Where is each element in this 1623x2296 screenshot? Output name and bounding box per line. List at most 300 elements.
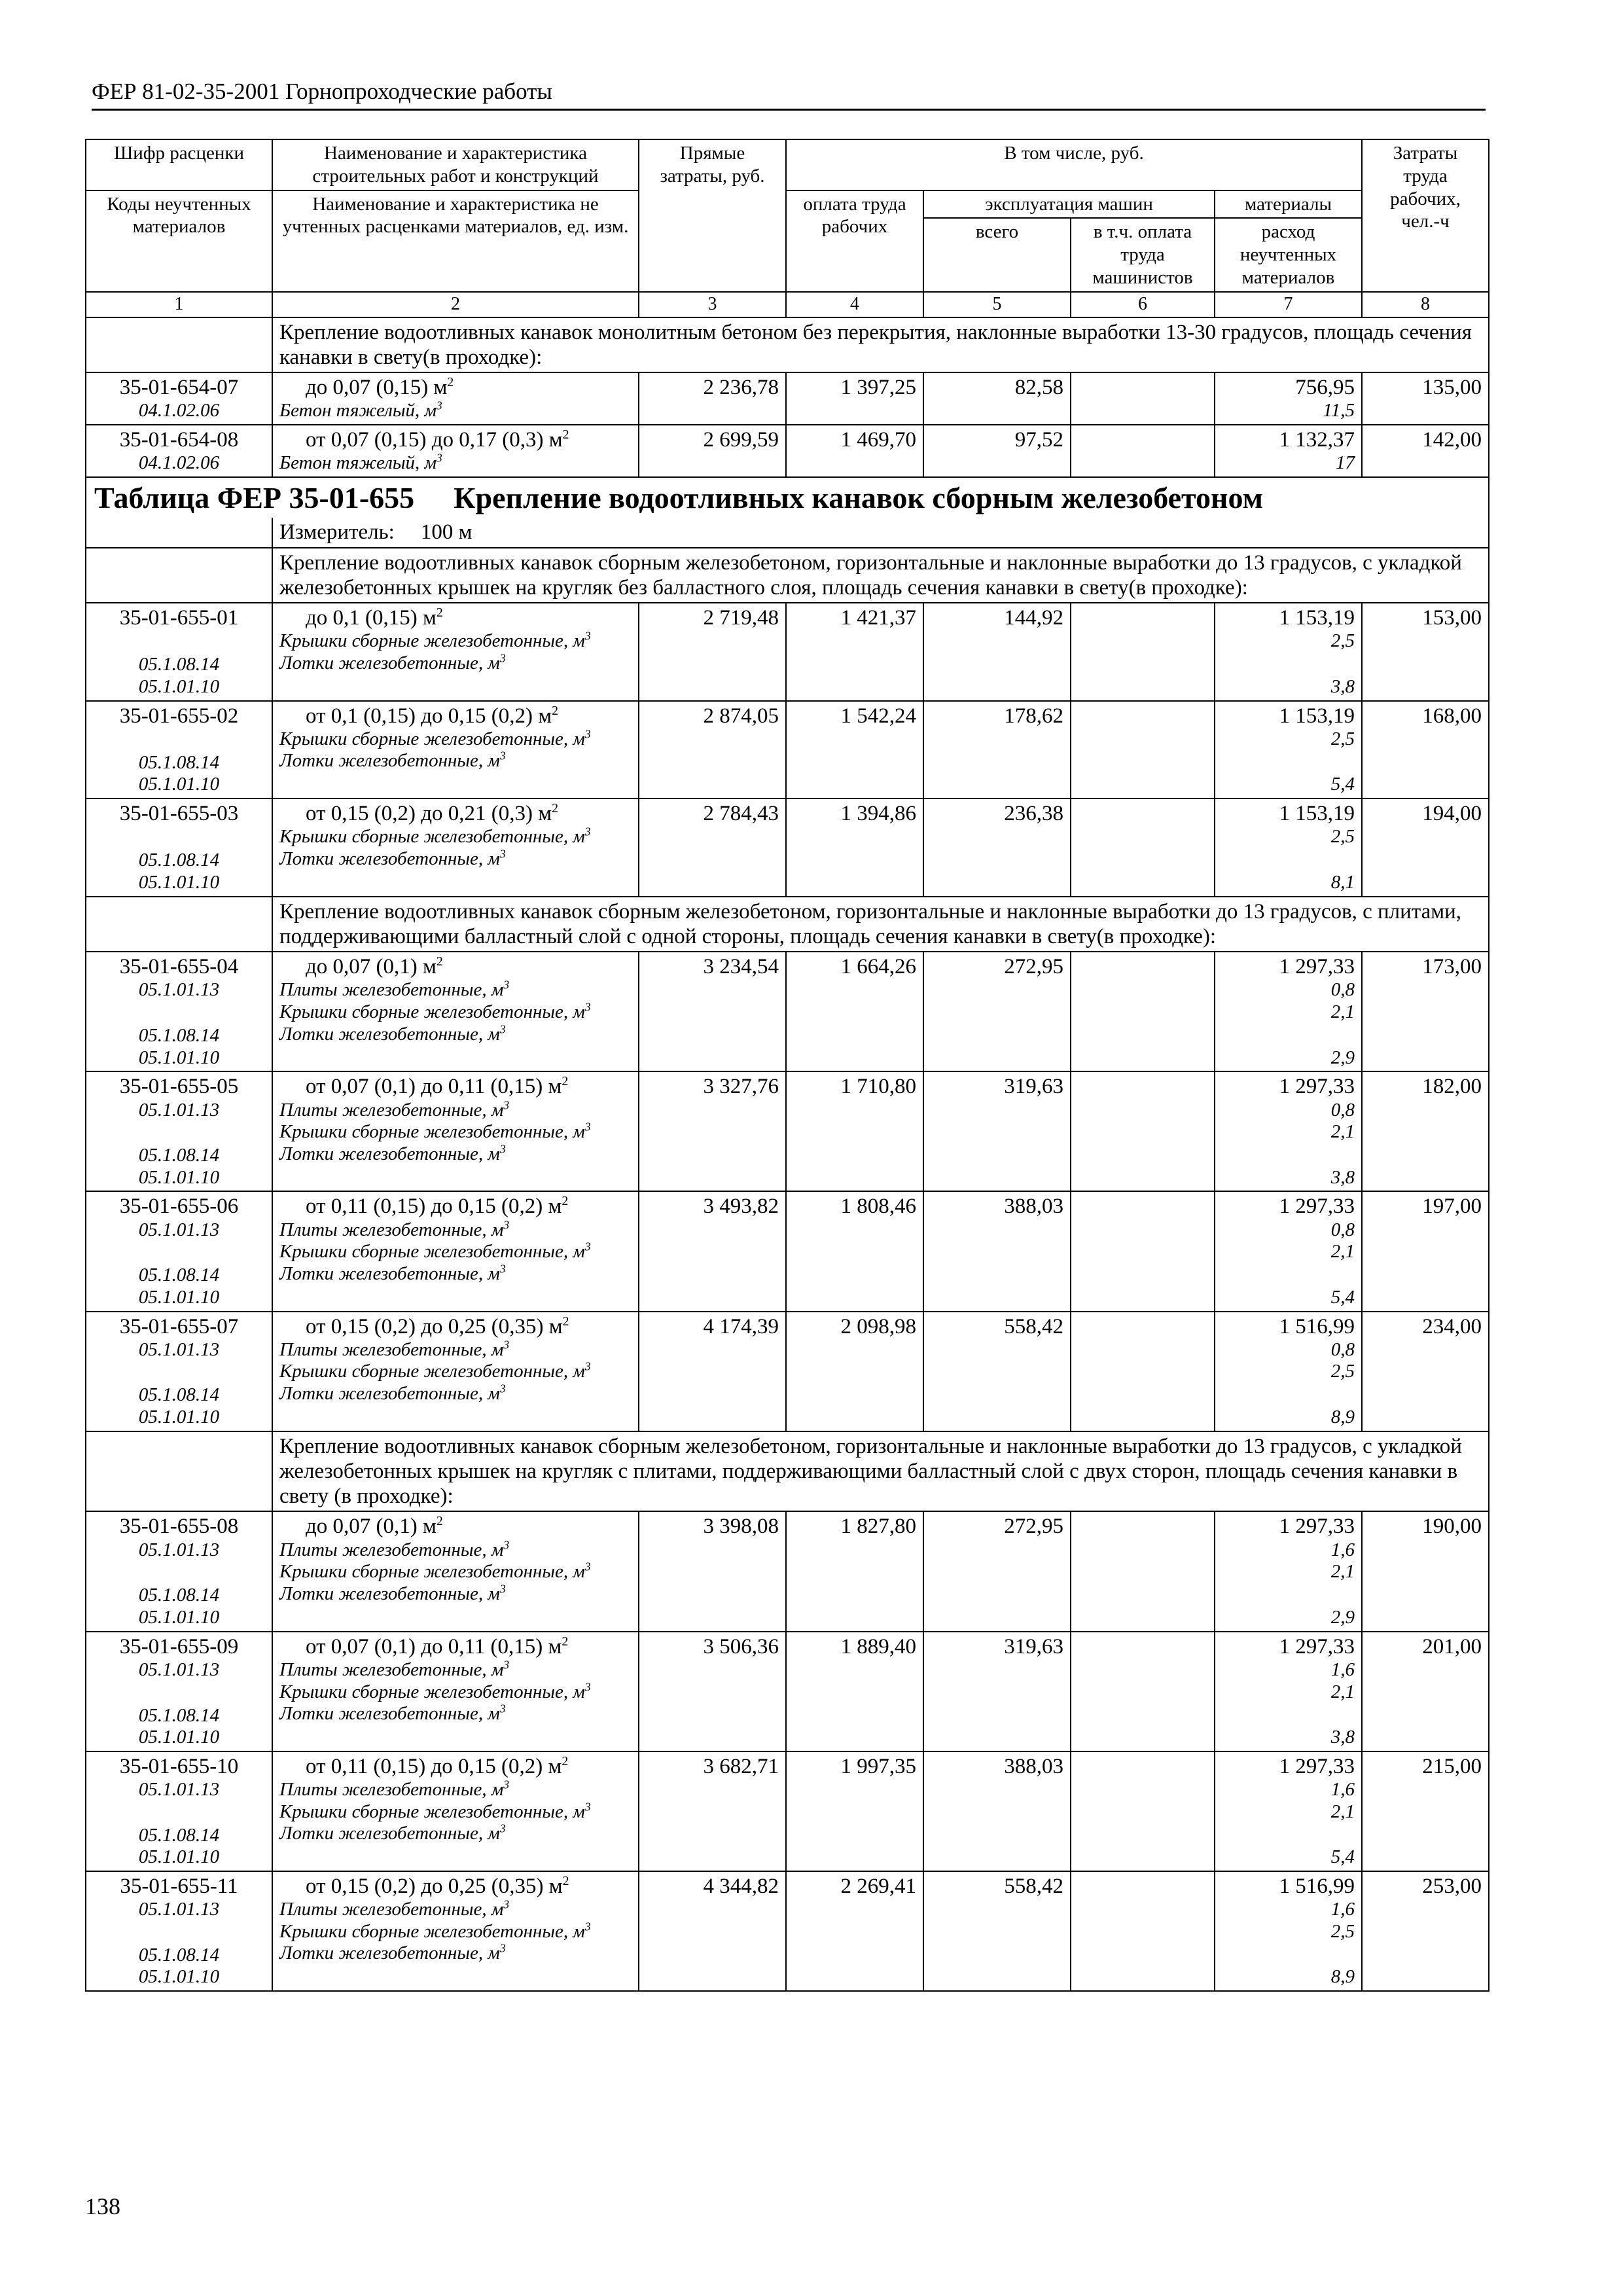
material-unit-sup: 3 <box>437 399 442 412</box>
material-name-text: Крышки сборные железобетонные, м <box>279 1801 585 1822</box>
machines-total: 144,92 <box>923 603 1071 701</box>
material-code: 05.1.01.13 <box>138 1659 220 1680</box>
rate-code-cell <box>86 1071 272 1191</box>
group-655-description-row <box>86 548 1489 603</box>
material-code: 05.1.08.14 <box>138 1025 220 1047</box>
machines-total: 558,42 <box>923 1871 1071 1991</box>
rate-name <box>279 375 632 400</box>
material-name <box>279 1943 632 1965</box>
material-code: 05.1.08.14 <box>138 654 220 675</box>
direct-cost: 4 174,39 <box>639 1312 786 1431</box>
col-num-8: 8 <box>1362 292 1489 317</box>
material-unit-sup: 3 <box>499 1702 506 1715</box>
rate-name-sup: 2 <box>552 703 559 718</box>
material-name <box>279 1100 632 1122</box>
materials-cell <box>1215 1511 1362 1631</box>
material-name <box>279 1703 632 1725</box>
rate-name-sup: 2 <box>562 427 569 442</box>
materials-cell <box>1215 1071 1362 1191</box>
rate-name <box>279 605 632 630</box>
material-name <box>279 728 632 751</box>
material-name-text: Крышки сборные железобетонные, м <box>279 1361 585 1382</box>
rate-row <box>86 425 1489 477</box>
rate-name-cell <box>272 1751 639 1871</box>
machines-total: 319,63 <box>923 1071 1071 1191</box>
materials-cost: 1 297,33 <box>1279 955 1355 979</box>
materials-cell <box>1215 603 1362 701</box>
rate-name-cell <box>272 1511 639 1631</box>
material-name-text: Крышки сборные железобетонные, м <box>279 728 585 749</box>
header-unaccounted-name: Наименование и характеристика не учтенных расценками материалов, ед. изм. <box>272 190 639 292</box>
rate-name-text: до 0,07 (0,1) м <box>306 955 437 979</box>
rate-row <box>86 1071 1489 1191</box>
material-unit-sup: 3 <box>499 1022 506 1035</box>
material-name-text: Лотки железобетонные, м <box>279 1703 500 1725</box>
wages: 1 997,35 <box>786 1751 923 1871</box>
material-code: 05.1.01.10 <box>138 1846 220 1868</box>
material-code: 05.1.01.10 <box>138 1727 220 1748</box>
direct-cost: 3 327,76 <box>639 1071 786 1191</box>
material-code: 05.1.08.14 <box>138 1704 220 1726</box>
material-code: 05.1.08.14 <box>138 1944 220 1965</box>
material-code: 05.1.01.13 <box>138 1539 220 1560</box>
material-quantity: 8,9 <box>1330 1407 1355 1428</box>
rate-code-cell <box>86 952 272 1071</box>
rate-name-cell <box>272 425 639 477</box>
machines-total: 97,52 <box>923 425 1071 477</box>
rate-code: 35-01-655-09 <box>119 1634 239 1659</box>
labor-hours: 234,00 <box>1362 1312 1489 1431</box>
labor-hours: 215,00 <box>1362 1751 1489 1871</box>
material-name-text: Крышки сборные железобетонные, м <box>279 630 585 652</box>
materials-cost: 1 297,33 <box>1279 1515 1355 1539</box>
header-rule <box>92 109 1486 111</box>
table-655-title <box>86 477 1489 518</box>
material-code: 05.1.01.10 <box>138 1166 220 1188</box>
materials-cost: 1 297,33 <box>1279 1634 1355 1659</box>
machinist-wages <box>1071 1511 1215 1631</box>
rate-name-sup: 2 <box>562 1753 569 1768</box>
rate-name-cell <box>272 1871 639 1991</box>
material-name <box>279 1539 632 1562</box>
rate-code: 35-01-655-10 <box>119 1754 239 1778</box>
machinist-wages <box>1071 1751 1215 1871</box>
col-num-3: 3 <box>639 292 786 317</box>
material-quantity: 2,5 <box>1330 728 1355 749</box>
material-name <box>279 1681 632 1704</box>
material-name <box>279 630 632 653</box>
material-quantity: 5,4 <box>1330 774 1355 795</box>
rate-code: 35-01-655-11 <box>120 1874 238 1898</box>
material-name-text: Бетон тяжелый, м <box>279 452 437 474</box>
material-name-text: Крышки сборные железобетонные, м <box>279 1681 585 1702</box>
wages: 1 394,86 <box>786 798 923 897</box>
rate-name-text: от 0,15 (0,2) до 0,25 (0,35) м <box>306 1314 563 1338</box>
desc-spacer <box>86 897 272 952</box>
material-code: 05.1.01.10 <box>138 1966 220 1988</box>
material-unit-sup: 3 <box>503 1897 510 1911</box>
rate-name <box>279 1874 632 1899</box>
material-quantity: 2,1 <box>1330 1001 1355 1023</box>
material-quantity: 3,8 <box>1330 675 1355 697</box>
material-name-text: Крышки сборные железобетонные, м <box>279 1241 585 1263</box>
rate-code: 35-01-655-06 <box>119 1194 239 1219</box>
materials-cost: 756,95 <box>1295 376 1355 400</box>
labor-hours: 197,00 <box>1362 1191 1489 1311</box>
labor-hours: 190,00 <box>1362 1511 1489 1631</box>
rate-name-sup: 2 <box>552 801 559 816</box>
rate-code-cell <box>86 1312 272 1431</box>
rate-row <box>86 1751 1489 1871</box>
material-name <box>279 1339 632 1361</box>
rate-code-cell <box>86 372 272 425</box>
material-code: 05.1.01.13 <box>138 1338 220 1360</box>
material-name <box>279 750 632 772</box>
measure-value: 100 м <box>420 520 473 545</box>
table-655-title-code: Таблица ФЕР 35-01-655 <box>94 480 415 514</box>
rate-name-sup: 2 <box>562 1074 569 1089</box>
material-name <box>279 1241 632 1263</box>
rate-name-cell <box>272 1071 639 1191</box>
wages: 2 269,41 <box>786 1871 923 1991</box>
header-code: Шифр расценки <box>86 139 272 190</box>
direct-cost: 2 874,05 <box>639 701 786 799</box>
rate-name-sup: 2 <box>436 605 443 620</box>
materials-cost: 1 516,99 <box>1279 1874 1355 1898</box>
direct-cost: 2 784,43 <box>639 798 786 897</box>
material-name <box>279 1801 632 1823</box>
rate-name-cell <box>272 952 639 1071</box>
rate-name-cell <box>272 372 639 425</box>
material-name-text: Лотки железобетонные, м <box>279 652 500 673</box>
machinist-wages <box>1071 1191 1215 1311</box>
machines-total: 319,63 <box>923 1632 1071 1751</box>
material-name-text: Плиты железобетонные, м <box>279 1219 504 1240</box>
wages: 1 664,26 <box>786 952 923 1071</box>
group-655-description-row <box>86 1431 1489 1512</box>
col-num-4: 4 <box>786 292 923 317</box>
rate-name <box>279 1074 632 1099</box>
material-code: 05.1.01.10 <box>138 871 220 893</box>
materials-cost: 1 516,99 <box>1279 1314 1355 1338</box>
materials-cell <box>1215 952 1362 1071</box>
material-name-text: Крышки сборные железобетонные, м <box>279 826 585 848</box>
material-unit-sup: 3 <box>499 749 506 762</box>
rate-name-cell <box>272 1312 639 1431</box>
material-name <box>279 452 632 475</box>
material-code: 05.1.08.14 <box>138 850 220 871</box>
machinist-wages <box>1071 1871 1215 1991</box>
material-quantity: 5,4 <box>1330 1286 1355 1308</box>
rate-name-text: до 0,1 (0,15) м <box>306 606 437 630</box>
rate-name <box>279 427 632 452</box>
material-code: 05.1.08.14 <box>138 1145 220 1166</box>
material-unit-sup: 3 <box>503 1098 510 1111</box>
rate-name-cell <box>272 701 639 799</box>
material-quantity: 2,1 <box>1330 1561 1355 1583</box>
material-name-text: Крышки сборные железобетонные, м <box>279 1561 585 1583</box>
material-quantity: 8,9 <box>1330 1966 1355 1988</box>
material-quantity: 2,9 <box>1330 1607 1355 1628</box>
material-unit-sup: 3 <box>584 629 591 643</box>
rate-name-text: от 0,11 (0,15) до 0,15 (0,2) м <box>306 1194 562 1219</box>
rate-name-sup: 2 <box>562 1873 569 1888</box>
wages: 2 098,98 <box>786 1312 923 1431</box>
material-name <box>279 979 632 1001</box>
material-name <box>279 1899 632 1921</box>
rate-name-cell <box>272 603 639 701</box>
wages: 1 469,70 <box>786 425 923 477</box>
material-code: 05.1.01.10 <box>138 1047 220 1068</box>
labor-hours: 173,00 <box>1362 952 1489 1071</box>
rate-code: 35-01-655-02 <box>119 704 239 728</box>
material-code: 05.1.01.10 <box>138 1407 220 1428</box>
measure-row <box>86 518 1489 547</box>
material-unit-sup: 3 <box>503 978 510 992</box>
rate-row <box>86 798 1489 897</box>
materials-cell <box>1215 1191 1362 1311</box>
material-quantity: 1,6 <box>1330 1539 1355 1560</box>
direct-cost: 2 719,48 <box>639 603 786 701</box>
material-quantity: 2,9 <box>1330 1047 1355 1068</box>
materials-cost: 1 153,19 <box>1279 606 1355 630</box>
rate-name-cell <box>272 1632 639 1751</box>
material-name <box>279 400 632 422</box>
machines-total: 388,03 <box>923 1751 1071 1871</box>
measure-spacer <box>86 518 272 547</box>
material-name <box>279 1001 632 1024</box>
material-name <box>279 1024 632 1046</box>
material-unit-sup: 3 <box>584 1359 591 1373</box>
table-655-title-text: Крепление водоотливных канавок сборным железобетоном <box>454 480 1263 514</box>
rate-code: 35-01-655-04 <box>119 955 239 979</box>
rate-code: 35-01-655-03 <box>119 802 239 826</box>
material-unit-sup: 3 <box>499 847 506 861</box>
material-name-text: Бетон тяжелый, м <box>279 400 437 422</box>
document-header: ФЕР 81-02-35-2001 Горнопроходческие работы <box>92 79 552 104</box>
material-unit-sup: 3 <box>584 727 591 741</box>
rate-code-cell <box>86 798 272 897</box>
rate-code-cell <box>86 603 272 701</box>
direct-cost: 3 506,36 <box>639 1632 786 1751</box>
material-unit-sup: 3 <box>584 1800 591 1813</box>
rate-name-text: до 0,07 (0,15) м <box>306 376 448 400</box>
material-unit-sup: 3 <box>584 1679 591 1693</box>
material-quantity: 0,8 <box>1330 1099 1355 1121</box>
material-name <box>279 1823 632 1845</box>
material-quantity: 5,4 <box>1330 1846 1355 1868</box>
rate-row <box>86 701 1489 799</box>
column-number-row <box>86 292 1489 317</box>
machinist-wages <box>1071 1312 1215 1431</box>
measure-cell <box>272 518 1489 547</box>
direct-cost: 3 493,82 <box>639 1191 786 1311</box>
material-name <box>279 1583 632 1605</box>
direct-cost: 3 234,54 <box>639 952 786 1071</box>
wages: 1 808,46 <box>786 1191 923 1311</box>
rate-name-cell <box>272 798 639 897</box>
rate-name-sup: 2 <box>562 1314 569 1329</box>
header-name: Наименование и характеристика строительных работ и конструкций <box>272 139 639 190</box>
machinist-wages <box>1071 952 1215 1071</box>
header-row-2 <box>86 190 1489 219</box>
materials-cell <box>1215 1632 1362 1751</box>
machines-total: 82,58 <box>923 372 1071 425</box>
material-unit-sup: 3 <box>499 1382 506 1395</box>
material-name-text: Плиты железобетонные, м <box>279 1338 504 1360</box>
direct-cost: 2 699,59 <box>639 425 786 477</box>
rate-code-cell <box>86 1751 272 1871</box>
material-name-text: Лотки железобетонные, м <box>279 1263 500 1284</box>
header-unaccounted-codes: Коды неучтенных материалов <box>86 190 272 292</box>
rate-name <box>279 1514 632 1539</box>
machinist-wages <box>1071 1071 1215 1191</box>
wages: 1 421,37 <box>786 603 923 701</box>
wages: 1 397,25 <box>786 372 923 425</box>
direct-cost: 3 398,08 <box>639 1511 786 1631</box>
group-description: Крепление водоотливных канавок сборным железобетоном, горизонтальные и наклонные выработки до 13 градусов, с укладкой железобетонных крышек на кругляк с плитами, поддерживающими балластный слой с двух сторон, площадь сечения канавки в свету (в проходке): <box>272 1431 1489 1512</box>
material-quantity: 2,5 <box>1330 1361 1355 1382</box>
material-quantity: 0,8 <box>1330 979 1355 1001</box>
material-unit-sup: 3 <box>503 1658 510 1672</box>
material-unit-sup: 3 <box>503 1538 510 1552</box>
labor-hours: 135,00 <box>1362 372 1489 425</box>
material-name-text: Лотки железобетонные, м <box>279 1143 500 1164</box>
header-materials-sub: расход неучтенных материалов <box>1215 218 1362 291</box>
material-name-text: Лотки железобетонные, м <box>279 750 500 772</box>
material-code: 05.1.01.10 <box>138 1607 220 1628</box>
materials-cell <box>1215 1751 1362 1871</box>
desc-spacer <box>86 548 272 603</box>
header-direct: Прямые затраты, руб. <box>639 139 786 292</box>
material-name <box>279 1921 632 1943</box>
material-name <box>279 1121 632 1143</box>
rate-name <box>279 1754 632 1779</box>
material-code: 05.1.08.14 <box>138 1824 220 1846</box>
material-code: 05.1.01.13 <box>138 1219 220 1240</box>
group-655-description-row <box>86 897 1489 952</box>
material-name <box>279 1561 632 1583</box>
col-num-5: 5 <box>923 292 1071 317</box>
machinist-wages <box>1071 603 1215 701</box>
material-name <box>279 826 632 848</box>
materials-cost: 1 153,19 <box>1279 802 1355 826</box>
material-quantity: 2,1 <box>1330 1801 1355 1822</box>
material-name-text: Плиты железобетонные, м <box>279 979 504 1001</box>
rate-row <box>86 1191 1489 1311</box>
material-unit-sup: 3 <box>499 651 506 665</box>
labor-hours: 201,00 <box>1362 1632 1489 1751</box>
materials-cell <box>1215 425 1362 477</box>
material-name-text: Плиты железобетонные, м <box>279 1779 504 1801</box>
material-name-text: Плиты железобетонные, м <box>279 1099 504 1121</box>
materials-cell <box>1215 372 1362 425</box>
rate-code-cell <box>86 1191 272 1311</box>
group-description: Крепление водоотливных канавок монолитным бетоном без перекрытия, наклонные выработки 13-30 градусов, площадь сечения канавки в свету(в проходке): <box>272 317 1489 373</box>
machines-total: 558,42 <box>923 1312 1071 1431</box>
material-code: 05.1.08.14 <box>138 751 220 773</box>
page-number: 138 <box>85 2193 120 2219</box>
group-description: Крепление водоотливных канавок сборным железобетоном, горизонтальные и наклонные выработки до 13 градусов, с укладкой железобетонных крышек на кругляк без балластного слоя, площадь сечения канавки в свету(в проходке): <box>272 548 1489 603</box>
materials-cost: 1 297,33 <box>1279 1075 1355 1099</box>
rate-name <box>279 1194 632 1219</box>
direct-cost: 3 682,71 <box>639 1751 786 1871</box>
machines-total: 236,38 <box>923 798 1071 897</box>
material-name <box>279 1143 632 1166</box>
material-name-text: Лотки железобетонные, м <box>279 1583 500 1604</box>
machinist-wages <box>1071 701 1215 799</box>
machinist-wages <box>1071 425 1215 477</box>
rate-code: 35-01-654-08 <box>119 428 239 452</box>
header-wages: оплата труда рабочих <box>786 190 923 292</box>
rate-name-text: от 0,07 (0,1) до 0,11 (0,15) м <box>306 1634 562 1659</box>
material-unit-sup: 3 <box>584 1240 591 1253</box>
rate-name-sup: 2 <box>562 1634 569 1649</box>
material-name-text: Крышки сборные железобетонные, м <box>279 1920 585 1942</box>
material-quantity: 2,1 <box>1330 1241 1355 1263</box>
material-quantity: 17 <box>1336 452 1355 474</box>
material-unit-sup: 3 <box>584 1920 591 1933</box>
machines-total: 272,95 <box>923 952 1071 1071</box>
rate-name-cell <box>272 1191 639 1311</box>
material-code: 05.1.08.14 <box>138 1585 220 1606</box>
rate-code: 35-01-654-07 <box>119 376 239 400</box>
material-code: 05.1.01.13 <box>138 1899 220 1920</box>
material-code: 05.1.01.13 <box>138 979 220 1001</box>
material-quantity: 3,8 <box>1330 1166 1355 1188</box>
rate-name-sup: 2 <box>447 375 454 390</box>
material-quantity: 1,6 <box>1330 1779 1355 1801</box>
material-code: 05.1.01.13 <box>138 1779 220 1801</box>
rate-name-text: от 0,1 (0,15) до 0,15 (0,2) м <box>306 704 552 728</box>
material-unit-sup: 3 <box>503 1218 510 1232</box>
rate-row <box>86 952 1489 1071</box>
rate-code-cell <box>86 701 272 799</box>
machines-total: 272,95 <box>923 1511 1071 1631</box>
material-name <box>279 1383 632 1405</box>
machinist-wages <box>1071 1632 1215 1751</box>
material-unit-sup: 3 <box>437 451 442 465</box>
rate-name <box>279 801 632 826</box>
material-name <box>279 653 632 675</box>
material-name <box>279 1659 632 1681</box>
material-name-text: Крышки сборные железобетонные, м <box>279 1121 585 1143</box>
rate-name-sup: 2 <box>436 1514 443 1529</box>
header-labor: Затраты труда рабочих, чел.-ч <box>1362 139 1489 292</box>
col-num-7: 7 <box>1215 292 1362 317</box>
rate-code-cell <box>86 1871 272 1991</box>
header-materials: материалы <box>1215 190 1362 219</box>
wages: 1 710,80 <box>786 1071 923 1191</box>
material-name-text: Крышки сборные железобетонные, м <box>279 1001 585 1023</box>
rates-table <box>85 139 1489 1992</box>
rate-name-sup: 2 <box>562 1194 569 1209</box>
materials-cell <box>1215 1871 1362 1991</box>
machinist-wages <box>1071 798 1215 897</box>
material-name-text: Лотки железобетонные, м <box>279 1823 500 1844</box>
materials-cost: 1 297,33 <box>1279 1754 1355 1778</box>
rate-code: 35-01-655-07 <box>119 1314 239 1338</box>
material-unit-sup: 3 <box>584 1120 591 1134</box>
rate-code-cell <box>86 1632 272 1751</box>
material-quantity: 0,8 <box>1330 1219 1355 1240</box>
rate-name-text: от 0,07 (0,15) до 0,17 (0,3) м <box>306 428 563 452</box>
labor-hours: 142,00 <box>1362 425 1489 477</box>
material-name-text: Плиты железобетонные, м <box>279 1539 504 1560</box>
measure-label: Измеритель: <box>279 520 395 545</box>
material-unit-sup: 3 <box>584 1000 591 1014</box>
rate-row <box>86 1312 1489 1431</box>
